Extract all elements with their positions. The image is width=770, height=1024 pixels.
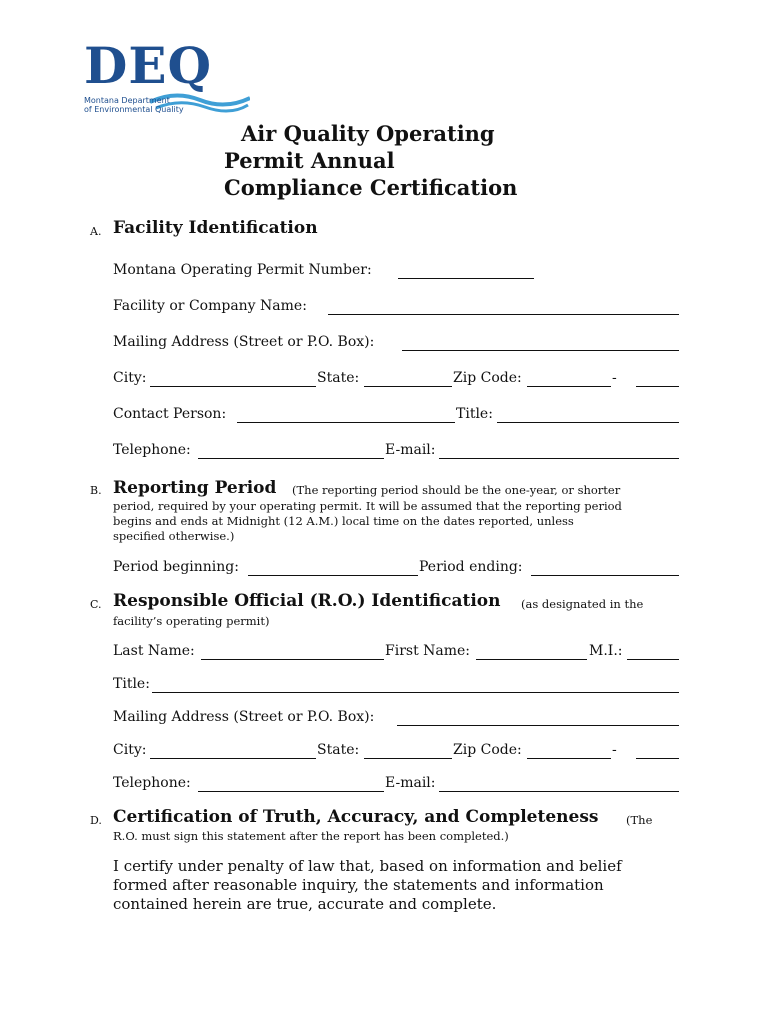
period-ending-label: Period ending: — [419, 559, 523, 575]
telephone-label: Telephone: — [113, 442, 191, 458]
ro-last-name-label: Last Name: — [113, 643, 195, 659]
ro-mailing-address-label: Mailing Address (Street or P.O. Box): — [113, 709, 375, 725]
permit-number-field[interactable] — [398, 278, 534, 279]
zip-label: Zip Code: — [453, 370, 522, 386]
ro-zip-field[interactable] — [527, 758, 611, 759]
ro-state-label: State: — [317, 742, 360, 758]
section-a-heading: Facility Identification — [113, 218, 318, 238]
section-b-heading: Reporting Period — [113, 478, 277, 498]
section-b-note-line3: begins and ends at Midnight (12 A.M.) local time on the dates reported, unless — [113, 514, 574, 528]
ro-zip-label: Zip Code: — [453, 742, 522, 758]
ro-first-name-field[interactable] — [476, 659, 587, 660]
org-name-line1: Montana Department — [84, 96, 170, 105]
facility-name-label: Facility or Company Name: — [113, 298, 307, 314]
section-c-note-line2: facility’s operating permit) — [113, 614, 270, 628]
section-c-heading: Responsible Official (R.O.) Identification — [113, 591, 501, 611]
section-d-letter: D. — [90, 814, 102, 827]
zip-ext-field[interactable] — [636, 386, 679, 387]
email-label: E-mail: — [385, 442, 436, 458]
section-d-heading: Certification of Truth, Accuracy, and Completeness — [113, 807, 599, 827]
title-line3: Compliance Certification — [224, 175, 518, 200]
ro-mi-label: M.I.: — [589, 643, 623, 659]
cert-line2: formed after reasonable inquiry, the statements and information — [113, 876, 604, 894]
state-label: State: — [317, 370, 360, 386]
period-ending-field[interactable] — [531, 575, 679, 576]
section-b-letter: B. — [90, 484, 102, 497]
title-line2: Permit Annual — [224, 148, 395, 173]
ro-mailing-address-field[interactable] — [397, 725, 679, 726]
mailing-address-field[interactable] — [402, 350, 679, 351]
ro-title-label: Title: — [113, 676, 150, 692]
section-c-note-line1: (as designated in the — [521, 597, 644, 611]
ro-first-name-label: First Name: — [385, 643, 471, 659]
title-line1: Air Quality Operating — [241, 121, 495, 146]
section-b-note-line4: specified otherwise.) — [113, 529, 235, 543]
ro-telephone-field[interactable] — [198, 791, 384, 792]
certification-statement — [113, 857, 673, 914]
org-name-line2: of Environmental Quality — [84, 105, 184, 114]
contact-person-field[interactable] — [237, 422, 455, 423]
ro-telephone-label: Telephone: — [113, 775, 191, 791]
telephone-field[interactable] — [198, 458, 384, 459]
ro-state-field[interactable] — [364, 758, 452, 759]
ro-mi-field[interactable] — [627, 659, 679, 660]
ro-email-label: E-mail: — [385, 775, 436, 791]
ro-zip-dash: - — [612, 742, 617, 758]
contact-person-label: Contact Person: — [113, 406, 227, 422]
permit-number-label: Montana Operating Permit Number: — [113, 262, 372, 278]
section-b-note-line2: period, required by your operating permit. It will be assumed that the reporting period — [113, 499, 622, 513]
ro-city-field[interactable] — [150, 758, 316, 759]
ro-last-name-field[interactable] — [201, 659, 384, 660]
ro-title-field[interactable] — [152, 692, 679, 693]
section-d-note-line1: (The — [626, 813, 653, 827]
ro-city-label: City: — [113, 742, 147, 758]
zip-dash: - — [612, 370, 617, 386]
mailing-address-label: Mailing Address (Street or P.O. Box): — [113, 334, 375, 350]
contact-title-field[interactable] — [497, 422, 679, 423]
period-beginning-label: Period beginning: — [113, 559, 239, 575]
contact-title-label: Title: — [456, 406, 493, 422]
page-title — [224, 120, 517, 201]
section-d-note-line2: R.O. must sign this statement after the report has been completed.) — [113, 829, 509, 843]
facility-name-field[interactable] — [328, 314, 679, 315]
ro-email-field[interactable] — [439, 791, 679, 792]
city-field[interactable] — [150, 386, 316, 387]
deq-logo-text: DEQ — [84, 36, 213, 95]
ro-zip-ext-field[interactable] — [636, 758, 679, 759]
period-beginning-field[interactable] — [248, 575, 418, 576]
email-field[interactable] — [439, 458, 679, 459]
cert-line1: I certify under penalty of law that, based on information and belief — [113, 857, 622, 875]
section-a-letter: A. — [90, 225, 102, 238]
zip-field[interactable] — [527, 386, 611, 387]
section-c-letter: C. — [90, 598, 102, 611]
state-field[interactable] — [364, 386, 452, 387]
section-b-note-line1: (The reporting period should be the one-year, or shorter — [292, 483, 621, 497]
cert-line3: contained herein are true, accurate and complete. — [113, 895, 497, 913]
city-label: City: — [113, 370, 147, 386]
